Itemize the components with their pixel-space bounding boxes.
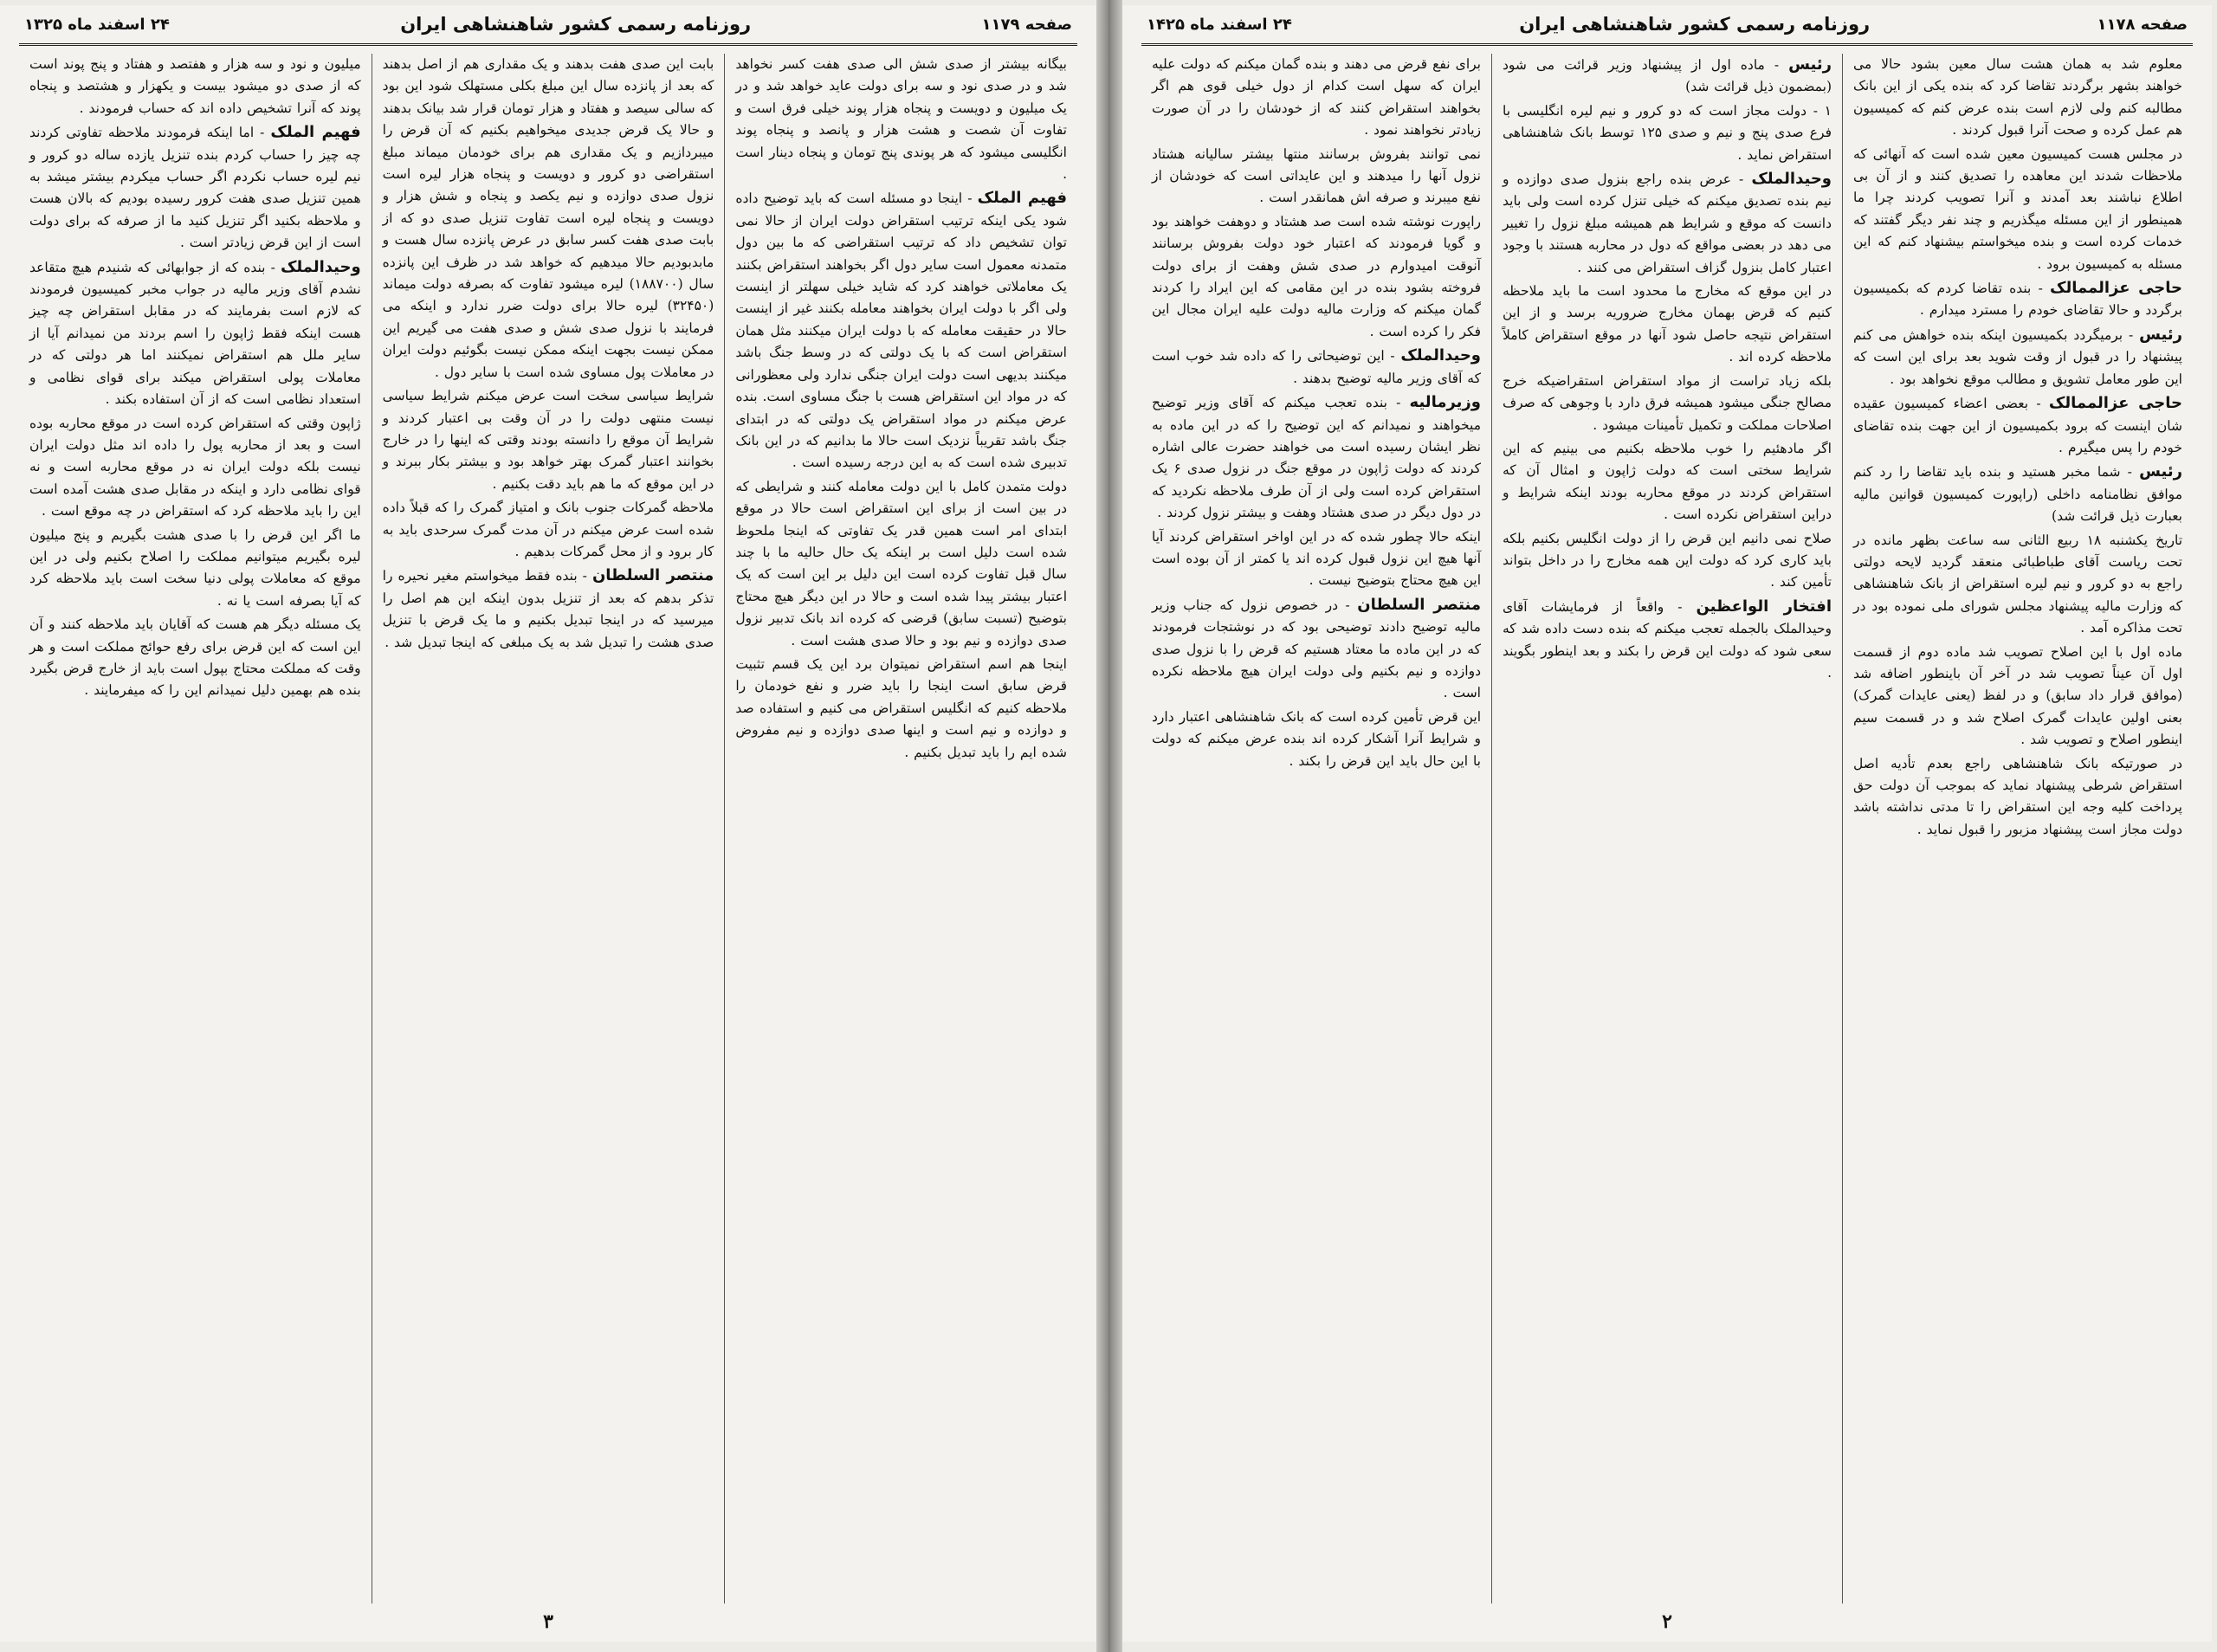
speech-paragraph — [735, 187, 1067, 474]
article-paragraph — [1853, 144, 2182, 275]
article-paragraph — [1152, 707, 1481, 772]
paragraph-text: میلیون و نود و سه هزار و هفتصد و هفتاد و پنج پوند است که از صدی دو میشود بیست و یکهزار و هشتصد و پنجاه پوند که آنرا تشخیص داده اند که حساب فرمودند . — [29, 56, 361, 116]
paragraph-text: اگر مادهئیم را خوب ملاحظه بکنیم می بینیم که این شرایط سختی است که دولت ژاپون و امثال آن که استقراض کردند در موقع محاربه بودند اینکه شرایط و دراین استقراض نکرده است . — [1503, 440, 1832, 523]
speech-paragraph — [1853, 277, 2182, 322]
right-columns — [1141, 54, 2193, 1604]
speaker-name: منتصر السلطان — [1357, 595, 1482, 614]
paragraph-text: - شما مخبر هستید و بنده باید تقاضا را رد کنم موافق نظامنامه داخلی (راپورت کمیسیون قوانین مالیه بعبارت ذیل قرائت شد) — [1853, 464, 2182, 525]
paragraph-text: - برمیگردد بکمیسیون اینکه بنده خواهش می کنم پیشنهاد را در قبول از وقت شوید بعد برای این است که این طور معامل تشویق و مطالب موقع نخواهد بود . — [1853, 326, 2182, 387]
left-column-1 — [724, 54, 1077, 1604]
article-paragraph — [1853, 753, 2182, 842]
left-column-3 — [19, 54, 372, 1604]
article-paragraph — [383, 54, 714, 384]
paragraph-text: اینجا هم اسم استقراض نمیتوان برد این یک قسم تثبیت قرض سابق است اینجا را باید ضرر و نفع خودمان را ملاحظه کنیم که انگلیس استقراض می کنیم و استفاده صد و دوازده و نیم است و اینها صدی دوازده و نیم مفروض شده ایم را باید تبدیل بکنیم . — [735, 655, 1067, 760]
speaker-name: وحیدالملک — [280, 257, 361, 276]
speech-paragraph — [1503, 596, 1832, 685]
article-paragraph — [29, 413, 361, 523]
speaker-name: افتخار الواعظین — [1696, 597, 1832, 616]
speech-paragraph — [1853, 324, 2182, 390]
paragraph-text: ما اگر این قرض را با صدی هشت بگیریم و پنج میلیون لیره بگیریم میتوانیم مملکت را اصلاح بکنیم ولی در این موقع که معاملات پولی دنیا سخت است باید ملاحظه کرد که آیا بصرفه است یا نه . — [29, 526, 361, 609]
paragraph-text: - بعضی اعضاء کمیسیون عقیده شان اینست که برود بکمیسیون از این جهت بنده تقاضای خودم را پس میگیرم . — [1853, 396, 2182, 455]
speaker-name: فهیم الملک — [270, 123, 361, 142]
speaker-name: فهیم الملک — [977, 189, 1067, 208]
left-masthead — [19, 5, 1077, 46]
right-masthead — [1141, 5, 2193, 46]
paragraph-text: در مجلس هست کمیسیون معین شده است که آنهائی که ملاحظات شدند این معاهده را تصدیق کنند و از آن بی اطلاع نباشند بعد آمدند و آنرا تصویب کردند چرا ما همینطور از این مسئله میگذریم و چند نفر دیگر گفتند که خدمات کرده است و بنده میخواستم بیشنهاد کنم که این مسئله به کمیسیون برود . — [1853, 145, 2182, 272]
speech-paragraph — [29, 121, 361, 254]
paragraph-text: اینکه حالا چطور شده که در این اواخر استقراض کردند آیا آنها هیچ این نزول قبول کرده اند یا کمتر از آن بوده است این هیچ محتاج بتوضیح نیست . — [1152, 528, 1481, 589]
article-paragraph — [1503, 100, 1832, 166]
paragraph-text: بیگانه بیشتر از صدی شش الی صدی هفت کسر نخواهد شد و در صدی نود و سه برای دولت عاید خواهد شد و در یک میلیون و دویست و پنجاه هزار پوند خیلی فرق است و تفاوت آن شصت و هشت هزار و پانصد و پنجاه پوند انگلیسی میشود که هر پوندی پنج تومان و پنجاه دینار است . — [735, 56, 1067, 183]
article-paragraph — [29, 54, 361, 119]
article-paragraph — [1503, 371, 1832, 436]
article-paragraph — [735, 654, 1067, 764]
speaker-name: وحیدالملک — [1400, 346, 1481, 365]
left-page-number: ۳ — [543, 1610, 553, 1633]
paragraph-text: تاریخ یکشنبه ۱۸ ربیع الثانی سه ساعت بظهر مانده در تحت ریاست آقای طباطبائی منعقد گردید لایحه دولتی راجع به دو کرور و نیم لیره استقراض از بانک شاهنشاهی که وزارت مالیه پیشنهاد مجلس شورای ملی نموده بود در تحت مذاکره آمد . — [1853, 532, 2183, 636]
paragraph-text: - بنده تقاضا کردم که بکمیسیون برگردد و حالا تقاضای خودم را مسترد میدارم . — [1853, 281, 2182, 319]
paragraph-text: معلوم شد به همان هشت سال معین بشود حالا می خواهند بشهر برگردند تقاضا کرد که بنده یکی از این بانک مطالبه کنم ولی لازم است بنده عرض کنم که کمیسیون هم عمل کرده و صحت آنرا قبول کردند . — [1853, 56, 2182, 139]
paragraph-text: - عرض بنده راجع بنزول صدی دوازده و نیم بنده تصدیق میکنم که خیلی تنزل کرده است ولی باید دانست که موقع و شرایط هم همیشه مبلغ نزول را تغییر می دهد در بعضی مواقع که دول در محاربه هستند با وجود اعتبار کامل بنزول گزاف استقراض می کنند . — [1503, 171, 1832, 275]
right-newspaper-title: روزنامه رسمی کشور شاهنشاهی ایران — [1519, 14, 1871, 35]
paragraph-text: بابت این صدی هفت بدهند و یک مقداری هم از اصل بدهند که بعد از پانزده سال این مبلغ بکلی مستهلک شود این بود که سالی سیصد و هفتاد و هزار تومان قرار شد بیانک بدهند و حالا یک قرض جدیدی میخواهیم بکنیم که آن قرض را میبردازیم و یک مقداری هم برای خودمان میماند مبلغ استقراضی دو کرور و دویست و پنجاه هزار لیره است نزول صدی دوازده و نیم یکصد و پنجاه و شش هزار و دویست و پنجاه لیره است تفاوت تنزیل صدی دو که از بابت صدی هفت کسر سابق در عرض پانزده سال هست و مابدبودیم حالا میدهیم که خواهد شد در ظرف این پانزده سال (۱۸۸۷۰۰) لیره میشود تفاوت که بصرفه دولت میماند (۳۲۴۵۰) لیره حالا برای دولت ضرر ندارد و اینکه می فرمایند با نزول صدی شش و صدی هفت می گیریم این ممکن نیست بجهت اینکه ممکن نیست بگوئیم دولت ایران در معاملات پول مساوی شده است با سایر دول . — [382, 56, 714, 380]
left-columns — [19, 54, 1077, 1604]
paragraph-text: صلاح نمی دانیم این قرض را از دولت انگلیس بکنیم بلکه باید کاری کرد که دولت این همه مخارج را در داخل بتواند تأمین کند . — [1503, 530, 1832, 590]
article-paragraph — [1152, 54, 1481, 142]
speaker-name: رئیس — [2139, 462, 2182, 481]
article-paragraph — [1503, 281, 1832, 369]
paragraph-text: - بنده تعجب میکنم که آقای وزیر توضیح میخواهند و نمیدانم که این توضیح را که در این ماده به نظر ایشان رسیده است می خواهند حضرت عالی اشاره کردند که دولت ژاپون در موقع جنگ در نزول صدی ۶ یک استقراض کرده است ولی از آن طرف ملاحظه نکردید که در دول دیگر در صدی هشتاد وهفت و بیشتر نزول کردند . — [1152, 395, 1481, 521]
speaker-name: منتصر السلطان — [591, 566, 714, 585]
speech-paragraph — [1853, 461, 2182, 527]
article-paragraph — [1853, 54, 2182, 142]
paragraph-text: شرایط سیاسی سخت است عرض میکنم شرایط سیاسی نیست منتهی دولت را در آن وقت بی اعتبار کردند و شرایط آن موقع را دانسته بودند وقتی که اینها را در خارج بخوانند اعتبار گمرک بهتر خواهد بود و بیشتر بکار ببرند و در این موقع که ما هم باید دقت بکنیم . — [382, 388, 714, 492]
paragraph-text: برای نفع قرض می دهند و بنده گمان میکنم که دولت علیه ایران که سهل است کدام از دول خیلی قوی هم اگر بخواهند استقراض کنند که از خودشان را در آن صورت زیادتر نخواهند نمود . — [1152, 56, 1481, 139]
article-paragraph — [1853, 642, 2182, 752]
speech-paragraph — [1853, 392, 2182, 459]
article-paragraph — [1152, 144, 1481, 210]
paragraph-text: ماده اول با این اصلاح تصویب شد ماده دوم از قسمت اول آن عیناً تصویب شد در آخر آن باینطور اضافه شد (موافق قرار داد سابق) و در لفظ (یعنی عایدات گمرک) بعنی اولین عایدات گمرک اصلاح شد و در قسمت سیم اینطور اصلاح و تصویب شد . — [1853, 643, 2182, 748]
article-paragraph — [1152, 526, 1481, 592]
speaker-name: حاجی عزالممالک — [2050, 279, 2182, 298]
book-gutter — [1096, 0, 1122, 1652]
right-page-number: ۲ — [1662, 1610, 1672, 1633]
article-paragraph — [1853, 530, 2182, 640]
paragraph-text: - این توضیحاتی را که داده شد خوب است که آقای وزیر مالیه توضیح بدهند . — [1152, 348, 1481, 386]
paragraph-text: راپورت نوشته شده است صد هشتاد و دوهفت خواهند بود و گویا فرمودند که اعتبار خود دولت بفروش برسانند آنوقت امیدوارم در صدی شش وهفت از برای دولت فروخته بشود بنده در این مقامی که این ایراد را کردند گمان میکنم که وزارت مالیه دولت علیه ایران مجال این فکر را کرده است . — [1152, 213, 1481, 339]
article-paragraph — [29, 614, 361, 702]
left-column-2 — [372, 54, 725, 1604]
right-column-2 — [1491, 54, 1842, 1604]
speech-paragraph — [1503, 168, 1832, 279]
speaker-name: رئیس — [2139, 325, 2182, 344]
paragraph-text: در این موقع که مخارج ما محدود است ما باید ملاحظه کنیم که قرض بهمان مخارج ضروریه برسد و از این استقراض نتیجه حاصل شود آنها در موقع استقراض کاملاً ملاحظه کرده اند . — [1503, 283, 1832, 365]
left-page-label: صفحه ۱۱۷۹ — [981, 15, 1072, 34]
paragraph-text: ملاحظه گمرکات جنوب بانک و امتیاز گمرک را که قبلاً داده شده است عرض میکنم در آن مدت گمرک سرحدی باید به کار برود و از محل گمرکات بدهیم . — [382, 500, 714, 559]
article-paragraph — [735, 54, 1067, 185]
paragraph-text: در صورتیکه بانک شاهنشاهی راجع بعدم تأدیه اصل استقراض شرطی پیشنهاد نماید که بموجب آن دولت حق پرداخت کلیه وجه این استقراض را تا مدتی نداشته باشد دولت مجاز است پیشنهاد مزبور را قبول نماید . — [1853, 755, 2182, 837]
paragraph-text: یک مسئله دیگر هم هست که آقایان باید ملاحظه کنند و آن این است که این قرض برای رفع حوائج مملکت است و هر وقت که مملکت محتاج بپول است باید از خارج قرض بگیرد بنده هم بهمین دلیل نمیدانم این را که میفرمایند . — [29, 616, 361, 699]
article-paragraph — [29, 525, 361, 613]
speaker-name: وحیدالملک — [1751, 170, 1832, 189]
article-paragraph — [735, 476, 1067, 652]
paragraph-text: - اینجا دو مسئله است که باید توضیح داده شود یکی اینکه ترتیب استقراض دولت ایران از حالا نمی توان تشخیص داد که ترتیب استقراضی که ما بین دول متمدنه معمول است سایر دول اگر بخواهند استقراض بکنند یک معاملاتی خواهند کرد که شاید خیلی سهلتر از اینست ولی اگر با دولت ایران بخواهند معامله بکنند غیر از اینست حالا در حقیقت معامله که با دولت ایران میکنند مثل همان استقراض است که با یک دولتی که در وسط جنگ باشد میکنند بدیهی است دولت ایران جنگی ندارد ولی معظورانی که در مواد این استقراض هست با جنگ مساوی است. بنده عرض میکنم در مواد استقراض یک دولتی که در ابتدای جنگ باشد تقریباً نزدیک است حالا ما بدانیم که در این بانک تدبیری شده است که به این درجه رسیده است . — [735, 190, 1067, 471]
paragraph-text: - در خصوص نزول که جناب وزیر مالیه توضیح دادند توضیحی بود که در نوشتجات فرمودند که در این ماده ما معتاد هستیم که قرض را با نزول صدی دوازده و نیم بکنیم ولی دولت ایران هیچ ملاحظه نکرده است . — [1152, 597, 1481, 701]
left-newspaper-title: روزنامه رسمی کشور شاهنشاهی ایران — [400, 14, 752, 35]
article-paragraph — [1152, 211, 1481, 343]
paragraph-text: - بنده که از جوابهائی که شنیدم هیچ متقاعد نشدم آقای وزیر مالیه در جواب مخبر کمیسیون فرمودند که لازم است بفرمایند که در مقابل استقراض چه چیز هست اینکه فقط ژاپون را اسم بردند من نمیدانم آیا از سایر ملل هم استقراض نمیکنند اما هر دولتی که در معاملات پولی استقراض میکند برای قوای نظامی و استعداد نظامی است که از آن استفاده بکند . — [29, 259, 361, 408]
paragraph-text: - واقعاً از فرمایشات آقای وحیدالملک بالجمله تعجب میکنم که بنده دست داده شد که سعی شود که دولت این قرض را بکند و بعد اینطور بگویند . — [1503, 598, 1832, 681]
article-paragraph — [1503, 528, 1832, 594]
paragraph-text: نمی توانند بفروش برسانند منتها بیشتر سالیانه هشتاد نزول آنها را میدهند و این عایداتی است که خودشان از نفع میبرند و صرفه اش همانقدر است . — [1152, 145, 1481, 206]
speech-paragraph — [1152, 391, 1481, 524]
paragraph-text: - ماده اول از پیشنهاد وزیر قرائت می شود (بمضمون ذیل قرائت شد) — [1503, 57, 1832, 95]
speaker-name: حاجی عزالممالک — [2048, 394, 2182, 413]
speech-paragraph — [1152, 345, 1481, 390]
right-page-label: صفحه ۱۱۷۸ — [2097, 15, 2188, 34]
right-column-3 — [1141, 54, 1491, 1604]
paragraph-text: - اما اینکه فرمودند ملاحظه تفاوتی کردند چه چیز را حساب کردم بنده تنزیل یازده ساله دو کرور و نیم لیره حساب نکردم اگر حساب میکردم بیشتر میشد به همین تنزیل صدی هفت کرور رسیده بودیم که بالان هست و ملاحظه بکنید اگر تنزیل کنید ما از صرفه که برای دولت است از این قرض زیادتر است . — [29, 125, 361, 251]
paragraph-text: بلکه زیاد تراست از مواد استقراض استقراضیکه خرج مصالح جنگی میشود همیشه فرق دارد با وجوهی که صرف اصلاحات مملکت و تکمیل تأمینات میشود . — [1503, 372, 1832, 433]
article-paragraph — [1503, 438, 1832, 526]
paragraph-text: دولت متمدن کامل با این دولت معامله کنند و شرایطی که در بین است از برای این استقراض است حالا در موقع ابتدای امر است همین قدر یک تفاوتی که اینجا ملحوظ شده است دلیل است بر اینکه یک حال حالیه ما با چند سال قبل تفاوت کرده است این دلیل بر این است که یک اعتبار بیشتر پیدا شده است و حالا در این دیگر هیچ محتاج بتوضیح (تسبت سابق) قرضی که کرده اند بانک تدبیر نزول صدی دوازده و نیم بود و حالا صدی هشت است . — [735, 478, 1067, 649]
left-page — [0, 5, 1096, 1642]
article-paragraph — [383, 497, 714, 563]
article-paragraph — [383, 385, 714, 495]
paragraph-text: - بنده فقط میخواستم مغیر نحیره را تذکر بدهم که بعد از تنزیل بدون اینکه این هم اصل را میرسید که در اینجا تبدیل بکنیم و ما یک قرض با تنزیل صدی هشت را تبدیل شد به یک مبلغی که اینجا تبدیل شد . — [382, 568, 714, 650]
right-issue-date: ۲۴ اسفند ماه ۱۴۲۵ — [1147, 15, 1292, 34]
speech-paragraph — [29, 256, 361, 411]
paragraph-text: این قرض تأمین کرده است که بانک شاهنشاهی اعتبار دارد و شرایط آنرا آشکار کرده اند بنده عرض میکنم که دولت با این حال باید این قرض را بکند . — [1152, 708, 1481, 769]
right-column-1 — [1842, 54, 2193, 1604]
speaker-name: رئیس — [1788, 55, 1832, 74]
right-page — [1122, 5, 2212, 1642]
left-issue-date: ۲۴ اسفند ماه ۱۳۲۵ — [24, 15, 170, 34]
speech-paragraph — [383, 565, 714, 654]
speaker-name: وزیرمالیه — [1409, 393, 1481, 412]
speech-paragraph — [1503, 54, 1832, 99]
speech-paragraph — [1152, 594, 1481, 705]
paragraph-text: ۱ - دولت مجاز است که دو کرور و نیم لیره انگلیسی با فرع صدی پنج و نیم و صدی ۱۲۵ توسط بانک شاهنشاهی استقراض نماید . — [1503, 102, 1832, 163]
paragraph-text: ژاپون وقتی که استقراض کرده است در موقع محاربه بوده است و بعد از محاربه پول را داده اند مثل دولت ایران نیست بلکه دولت ایران نه در موقع محاربه است و نه قوای نظامی دارد و اینکه در مقابل صدی هشت آمده است این را باید ملاحظه کرد که استقراض در چه موقع است . — [29, 415, 361, 519]
